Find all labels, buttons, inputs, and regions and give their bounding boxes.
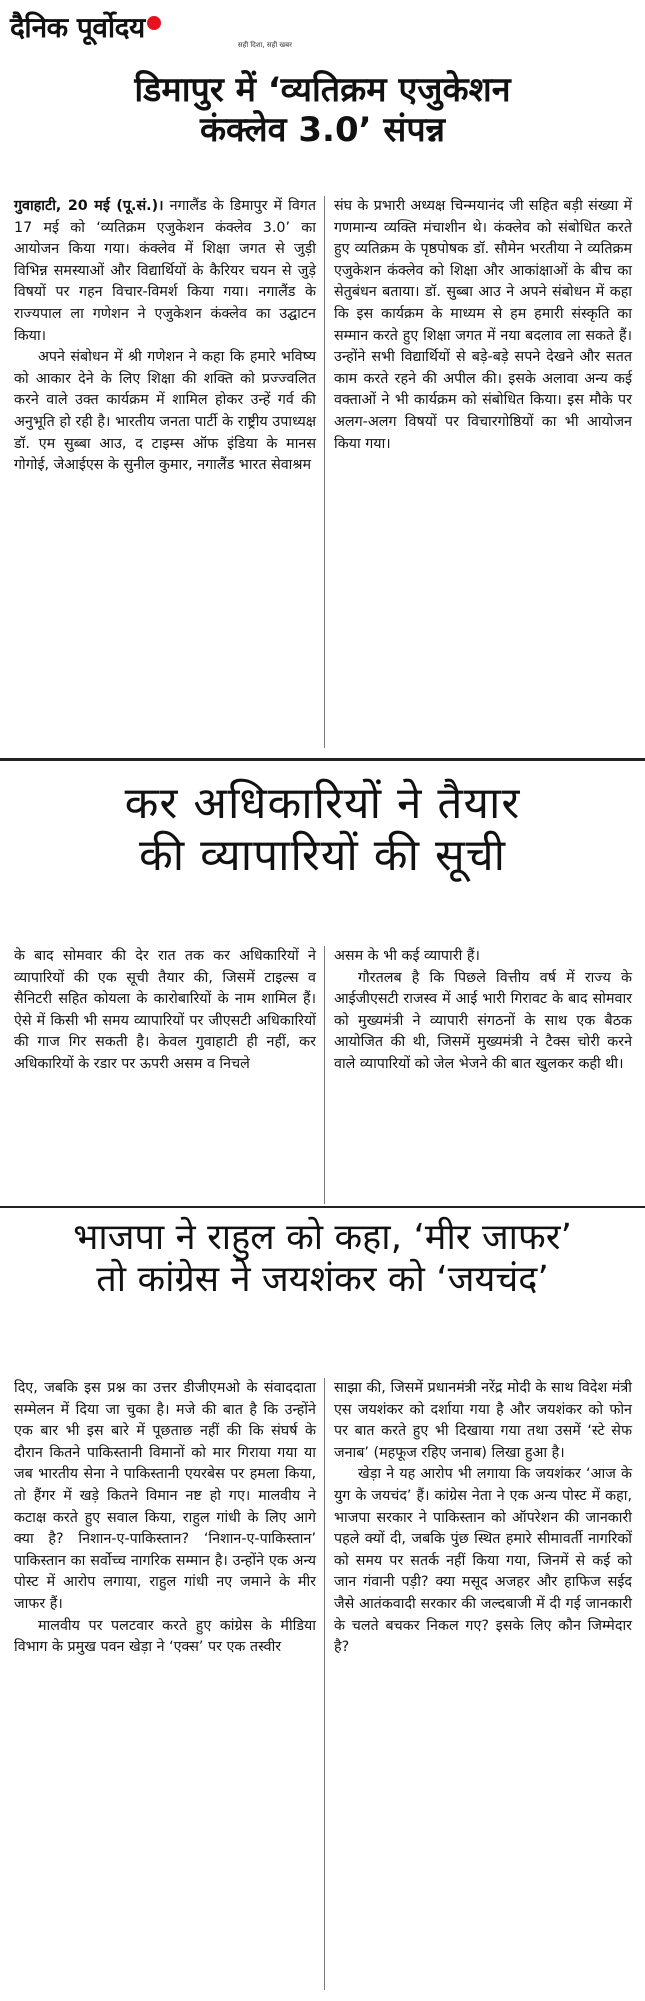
article1-column-2 — [334, 196, 632, 455]
article3-col2-p2: खेड़ा ने यह आरोप भी लगाया कि जयशंकर ‘आज के युग के जयचंद’ हैं। कांग्रेस नेता ने एक अन्य पोस्ट में कहा, भाजपा सरकार ने पाकिस्तान को ऑपरेशन की जानकारी पहले क्यों दी, जबकि पुंछ स्थित हमारे सीमावर्ती नागरिकों को समय पर सतर्क नहीं किया गया, जिनमें से कई को जान गंवानी पड़ी? क्या मसूद अजहर और हाफिज सईद जैसे आतंकवादी सरकार की जल्दबाजी में दी गई जानकारी के चलते बचकर निकल गए? इसके लिए कौन जिम्मेदार है? — [334, 1466, 632, 1656]
article-divider-1 — [0, 758, 645, 761]
article-divider-2 — [0, 1206, 645, 1208]
article3-column-2 — [334, 1378, 632, 1659]
article1-headline-line1: डिमापुर में ‘व्यतिक्रम एजुकेशन — [134, 70, 511, 110]
article1-headline-line2: कंक्लेव 3.0’ संपन्न — [199, 110, 446, 151]
article1-col1-p2: अपने संबोधन में श्री गणेशन ने कहा कि हमारे भविष्य को आकार देने के लिए शिक्षा की शक्ति को प्रज्ज्वलित करने वाले उक्त कार्यक्रम में शामिल होकर उन्हें गर्व की अनुभूति हो रही है। भारतीय जनता पार्टी के राष्ट्रीय उपाध्यक्ष डॉ. एम सुब्बा आउ, द टाइम्स ऑफ इंडिया के मानस गोगोई, जेआईएस के सुनील कुमार, नगालैंड भारत सेवाश्रम — [14, 349, 316, 474]
masthead-title: दैनिक पूर्वोदय — [10, 11, 145, 44]
article2-col2-p1: असम के भी कई व्यापारी हैं। — [334, 948, 480, 964]
article1-col2-p1: संघ के प्रभारी अध्यक्ष चिन्मयानंद जी सहित बड़ी संख्या में गणमान्य व्यक्ति मंचाशीन थे। कंक्लेव को संबोधित करते हुए व्यतिक्रम के पृष्ठपोषक डॉ. सौमेन भरतीया ने व्यतिक्रम एजुकेशन कंक्लेव को शिक्षा और आकांक्षाओं के बीच का सेतुबंधन बताया। डॉ. सुब्बा आउ ने अपने संबोधन में कहा कि इस कार्यक्रम के माध्यम से हम हमारी संस्कृति का सम्मान करते हुए शिक्षा जगत में नया बदलाव ला सकते हैं। उन्होंने सभी विद्यार्थियों से बड़े-बड़े सपने देखने और सतत काम करते रहने की अपील की। इसके अलावा अन्य कई वक्ताओं ने भी कार्यक्रम को संबोधित किया। इस मौके पर अलग-अलग विषयों पर विचारगोष्ठियों का भी आयोजन किया गया। — [334, 198, 632, 452]
article3-headline-line1: भाजपा ने राहुल को कहा, ‘मीर जाफर’ — [73, 1217, 572, 1258]
article2-col1-p1: के बाद सोमवार की देर रात तक कर अधिकारियों ने व्यापारियों की एक सूची तैयार की, जिसमें टाइल्स व सैनिटरी सहित कोयला के कारोबारियों के नाम शामिल हैं। ऐसे में किसी भी समय व्यापारियों पर जीएसटी अधिकारियों की गाज गिर सकती है। केवल गुवाहाटी ही नहीं, कर अधिकारियों के रडार पर ऊपरी असम व निचले — [14, 948, 316, 1072]
article1-col1-p1: नगालैंड के डिमापुर में विगत 17 मई को ‘व्यतिक्रम एजुकेशन कंक्लेव 3.0’ का आयोजन किया गया। कंक्लेव में शिक्षा जगत से जुड़ी विभिन्न समस्याओं और विद्यार्थियों के कैरियर चयन से जुड़े विषयों पर गहन विचार-विमर्श किया गया। नगालैंड के राज्यपाल ला गणेशन ने एजुकेशन कंक्लेव का उद्घाटन किया। — [14, 198, 317, 344]
article2-column-divider — [324, 946, 325, 1204]
article3-headline-line2: तो कांग्रेस ने जयशंकर को ‘जयचंद’ — [96, 1259, 549, 1301]
article2-column-1 — [14, 946, 316, 1076]
article2-headline — [0, 778, 645, 882]
article3-col1-p2: मालवीय पर पलटवार करते हुए कांग्रेस के मीडिया विभाग के प्रमुख पवन खेड़ा ने ‘एक्स’ पर एक तस्वीर — [14, 1617, 316, 1656]
article3-col1-p1: दिए, जबकि इस प्रश्न का उत्तर डीजीएमओ के संवाददाता सम्मेलन में दिया जा चुका है। मजे की बात है कि उन्होंने एक बार भी इस बारे में पूछताछ नहीं की कि संघर्ष के दौरान कितने पाकिस्तानी विमानों को मार गिराया गया या जब भारतीय सेना ने पाकिस्तानी एयरबेस पर हमला किया, तो हैंगर में खड़े कितने विमान नष्ट हो गए। मालवीय ने कटाक्ष करते हुए सवाल किया, राहुल गांधी के लिए आगे क्या है? निशान-ए-पाकिस्तान? ‘निशान-ए-पाकिस्तान’ पाकिस्तान का सर्वोच्च नागरिक सम्मान है। उन्होंने एक अन्य पोस्ट में आरोप लगाया, राहुल गांधी नए जमाने के मीर जाफर हैं। — [14, 1380, 316, 1612]
article2-column-2 — [334, 946, 632, 1076]
article1-dateline: गुवाहाटी, 20 मई (पू.सं.)। — [14, 198, 164, 214]
article2-col2-p2: गौरतलब है कि पिछले वित्तीय वर्ष में राज्य के आईजीएसटी राजस्व में आई भारी गिरावट के बाद सोमवार को मुख्यमंत्री ने व्यापारी संगठनों के साथ एक बैठक आयोजित की थी, जिसमें मुख्यमंत्री ने टैक्स चोरी करने वाले व्यापारियों को जेल भेजने की बात खुलकर कही थी। — [334, 969, 632, 1072]
masthead-tagline: सही दिशा, सही खबर — [237, 41, 292, 49]
article1-column-divider — [324, 196, 325, 748]
article1-column-1 — [14, 196, 316, 477]
article2-headline-line2: की व्यापारियों की सूची — [138, 829, 507, 881]
article2-headline-line1: कर अधिकारियों ने तैयार — [124, 778, 521, 829]
article3-column-1 — [14, 1378, 316, 1659]
masthead-logo-dot-icon — [147, 16, 161, 30]
masthead — [10, 8, 300, 52]
article3-headline — [0, 1217, 645, 1302]
article3-column-divider — [324, 1378, 325, 1990]
article3-col2-p1: साझा की, जिसमें प्रधानमंत्री नरेंद्र मोदी के साथ विदेश मंत्री एस जयशंकर को दर्शाया गया है और जयशंकर को फोन पर बात करते हुए भी दिखाया गया तथा उसमें ‘स्टे सेफ जनाब’ (महफूज रहिए जनाब) लिखा हुआ है। — [334, 1380, 632, 1461]
article1-headline — [0, 70, 645, 150]
